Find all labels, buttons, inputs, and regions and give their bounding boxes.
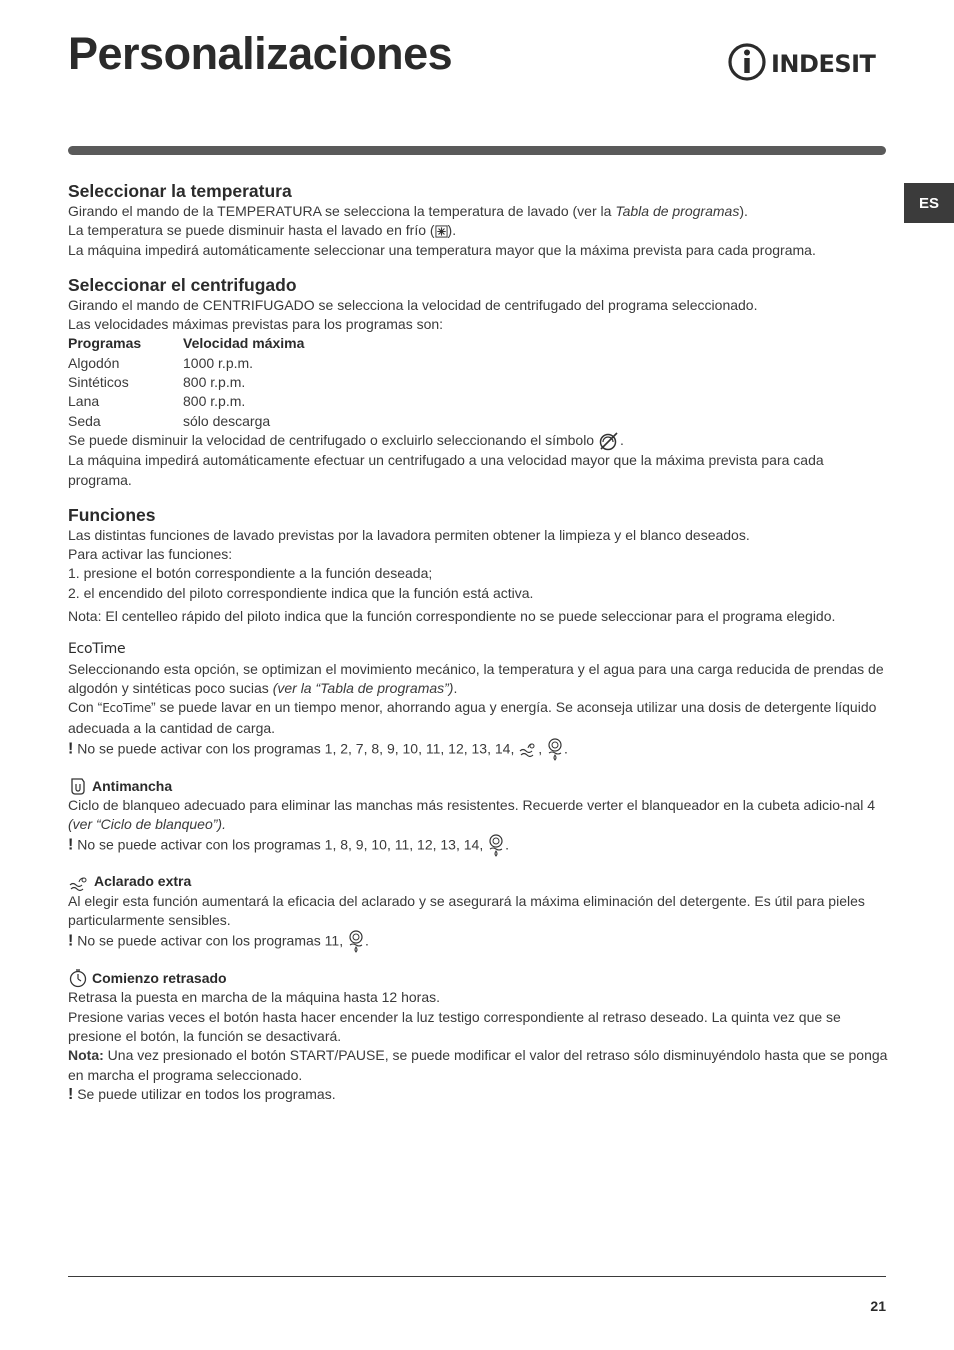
table-cell: 800 r.p.m.	[183, 374, 246, 391]
table-cell: 800 r.p.m.	[183, 393, 246, 410]
heading-funciones: Funciones	[68, 504, 156, 525]
table-cell: Lana	[68, 393, 100, 410]
antimancha-title: Antimancha	[92, 777, 173, 794]
section-centrifugado	[68, 274, 888, 490]
note: Nota: El centelleo rápido del piloto indica que la función correspondiente no se puede seleccionar para el programa elegido.	[68, 608, 836, 625]
paragraph: Las velocidades máximas previstas para los programas son:	[68, 316, 444, 333]
paragraph: Las distintas funciones de lavado previstas por la lavadora permiten obtener la limpieza y el blanco deseados.	[68, 526, 750, 543]
paragraph: Girando el mando de la TEMPERATURA se selecciona la temperatura de lavado (ver la Tabla de programas).	[68, 203, 748, 219]
paragraph: Presione varias veces el botón hasta hacer encender la luz testigo correspondiente al retraso deseado. La quinta vez que se presione el botón, la función se desactivará.	[68, 1008, 841, 1044]
comienzo-title: Comienzo retrasado	[92, 970, 227, 987]
heading-centrifugado: Seleccionar el centrifugado	[68, 274, 297, 295]
paragraph: Para activar las funciones:	[68, 546, 233, 563]
list-item: 1. presione el botón correspondiente a la función deseada;	[68, 565, 433, 582]
ecotime-label: EcoTime	[68, 641, 126, 658]
table-row	[68, 412, 304, 431]
aclarado-title: Aclarado extra	[94, 873, 192, 890]
paragraph: Retrasa la puesta en marcha de la máquina hasta 12 horas.	[68, 989, 441, 1006]
stain-removal-icon	[68, 776, 88, 796]
table-row	[68, 354, 304, 373]
section-funciones	[68, 504, 888, 1104]
paragraph: Con “EcoTime” se puede lavar en un tiempo menor, ahorrando agua y energía. Se aconseja utilizar una dosis de detergente líquido adecuada a la cantidad de carga.	[68, 699, 877, 736]
warning: ! No se puede activar con los programas 11, .	[68, 930, 888, 954]
warning-icon: !	[68, 933, 74, 951]
paragraph: Al elegir esta función aumentará la eficacia del aclarado y se asegurará la máxima eliminación del detergente. Es útil para pieles particularmente sensibles.	[68, 892, 865, 929]
table-cell: Sintéticos	[68, 374, 129, 391]
paragraph: La temperatura se puede disminuir hasta el lavado en frío ( ).	[68, 222, 457, 239]
section-temperatura	[68, 180, 888, 260]
rinse-icon	[518, 742, 538, 758]
indesit-logo	[727, 40, 887, 84]
list-item: 2. el encendido del piloto correspondiente indica que la función está activa.	[68, 584, 534, 601]
paragraph: Se puede disminuir la velocidad de centrifugado o excluirlo seleccionando el símbolo .	[68, 431, 888, 451]
table-row	[68, 392, 304, 411]
table-header: Programas	[68, 335, 142, 352]
spin-drain-icon	[347, 930, 365, 954]
speed-table	[68, 334, 304, 430]
warning-icon: !	[68, 1085, 74, 1103]
warning-icon: !	[68, 837, 74, 855]
spin-drain-icon	[487, 834, 505, 858]
table-cell: Seda	[68, 412, 101, 429]
note: Nota: Una vez presionado el botón START/PAUSE, se puede modificar el valor del retraso sólo disminuyéndolo hasta que se ponga en marcha el programa seleccionado.	[68, 1047, 888, 1083]
table-header-row	[68, 334, 304, 353]
language-tab: ES	[904, 183, 954, 223]
content	[68, 180, 888, 1104]
spin-drain-icon	[546, 738, 564, 762]
table-cell: Algodón	[68, 354, 120, 371]
warning: ! No se puede activar con los programas 1, 8, 9, 10, 11, 12, 13, 14, .	[68, 834, 888, 858]
function-antimancha	[68, 776, 888, 796]
table-cell: sólo descarga	[183, 412, 271, 429]
paragraph: La máquina impedirá automáticamente efectuar un centrifugado a una velocidad mayor que la máxima prevista para cada programa.	[68, 452, 824, 488]
function-ecotime	[68, 640, 888, 659]
paragraph: Ciclo de blanqueo adecuado para eliminar las manchas más resistentes. Recuerde verter el blanqueador en la cubeta adicio-nal 4 (ver “Ciclo de blanqueo”).	[68, 796, 876, 833]
paragraph: Girando el mando de CENTRIFUGADO se selecciona la velocidad de centrifugado del programa seleccionado.	[68, 296, 758, 313]
paragraph: La máquina impedirá automáticamente seleccionar una temperatura mayor que la máxima prevista para cada programa.	[68, 241, 816, 258]
function-comienzo-retrasado	[68, 968, 888, 988]
bottom-rule	[68, 1276, 886, 1277]
warning: ! No se puede activar con los programas 1, 2, 7, 8, 9, 10, 11, 12, 13, 14, , .	[68, 738, 888, 762]
table-header: Velocidad máxima	[183, 335, 305, 352]
paragraph: Seleccionando esta opción, se optimizan el movimiento mecánico, la temperatura y el agua para una carga reducida de prendas de algodón y sintéticas poco sucias (ver la “Tabla de programas”).	[68, 660, 884, 696]
page-title: Personalizaciones	[68, 28, 453, 79]
function-aclarado-extra	[68, 872, 888, 891]
snowflake-icon	[435, 225, 448, 238]
warning: ! Se puede utilizar en todos los programas.	[68, 1085, 336, 1103]
table-row	[68, 373, 304, 392]
table-cell: 1000 r.p.m.	[183, 354, 254, 371]
warning-icon: !	[68, 740, 74, 758]
delay-timer-icon	[68, 968, 88, 988]
extra-rinse-icon	[68, 876, 90, 892]
no-spin-icon	[598, 431, 620, 451]
page-number: 21	[870, 1298, 886, 1314]
svg-text:INDESIT: INDESIT	[771, 50, 876, 78]
top-rule	[68, 146, 886, 155]
heading-temperatura: Seleccionar la temperatura	[68, 181, 292, 201]
